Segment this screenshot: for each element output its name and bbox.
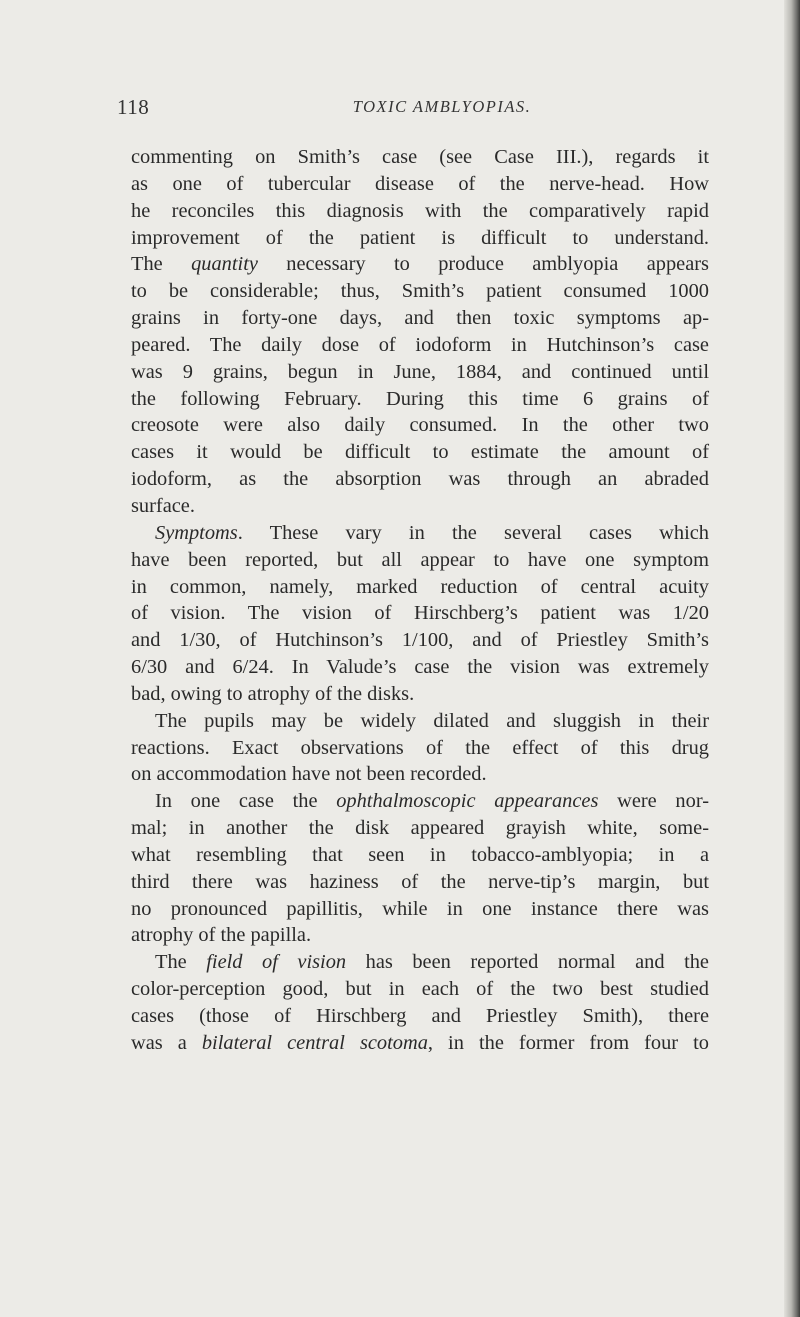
text-run: of vision. The vision of Hirschberg’s patient was 1/20 [131,602,709,625]
text-run: he reconciles this diagnosis with the comparatively rapid [131,199,709,222]
text-run: reactions. Exact observations of the effect of this drug [131,736,709,759]
text-line [131,654,709,681]
text-run: 6/30 and 6/24. In Valude’s case the vision was extremely [131,656,709,679]
text-run: . These vary in the several cases which [237,521,709,544]
text-line [131,627,709,654]
text-run: bad, owing to atrophy of the disks. [131,682,415,705]
text-line [131,896,709,923]
text-run: and 1/30, of Hutchinson’s 1/100, and of Priestley Smith’s [131,629,709,652]
text-run: as one of tubercular disease of the nerve-head. How [131,172,709,195]
text-run: necessary to produce amblyopia appears [257,253,709,276]
text-line [131,466,709,493]
text-run: commenting on Smith’s case (see Case III.), regards it [131,146,709,168]
italic-phrase: bilateral central scotoma [201,1031,428,1054]
text-line [131,251,709,278]
text-run: In one case the [155,790,337,813]
text-run: The [131,253,192,276]
text-line [131,171,709,198]
text-line [131,1030,709,1057]
text-line [131,976,709,1003]
text-line [131,332,709,359]
text-line [131,225,709,252]
text-line [131,198,709,225]
text-run: third there was haziness of the nerve-tip’s margin, but [131,870,709,893]
text-line [131,681,709,708]
text-line [131,278,709,305]
text-run: color-perception good, but in each of the two best studied [131,978,709,1001]
text-run: , in the former from four to [427,1031,709,1054]
page-edge-shadow [784,0,800,1317]
text-run: was a [131,1031,202,1054]
text-line [131,600,709,627]
text-run: to be considerable; thus, Smith’s patient consumed 1000 [131,280,709,303]
text-run: has been reported normal and the [346,951,709,974]
text-run: grains in forty-one days, and then toxic symptoms ap- [131,307,709,330]
text-line [131,493,709,520]
text-line [131,520,709,547]
text-line [131,815,709,842]
text-run: cases it would be difficult to estimate the amount of [131,441,709,464]
text-run: no pronounced papillitis, while in one instance there was [131,897,709,920]
text-run: The pupils may be widely dilated and sluggish in their [155,709,709,732]
text-run: what resembling that seen in tobacco-amblyopia; in a [131,843,709,866]
text-line [131,386,709,413]
text-line [131,305,709,332]
text-run: iodoform, as the absorption was through an abraded [131,468,709,491]
page-header [117,95,717,125]
text-run: The [155,951,207,974]
text-line [131,412,709,439]
text-run: was 9 grains, begun in June, 1884, and continued until [131,360,709,383]
text-run: cases (those of Hirschberg and Priestley Smith), there [131,1005,709,1027]
italic-phrase: Symptoms [155,521,238,544]
text-run: on accommodation have not been recorded. [131,763,487,786]
italic-phrase: ophthalmoscopic appearances [336,790,599,813]
text-line [131,1003,709,1030]
italic-phrase: field of vision [206,951,347,974]
body-text [131,144,709,1057]
text-run: in common, namely, marked reduction of central acuity [131,575,709,598]
text-line [131,761,709,788]
running-title: TOXIC AMBLYOPIAS. [352,97,532,116]
text-line [131,949,709,976]
text-run: creosote were also daily consumed. In the other two [131,414,709,437]
text-line [131,359,709,386]
text-run: have been reported, but all appear to have one symptom [131,548,709,571]
text-line [131,735,709,762]
text-run: improvement of the patient is difficult to understand. [131,226,709,249]
text-line [131,547,709,574]
text-line [131,842,709,869]
italic-phrase: quantity [191,253,258,276]
text-line [131,708,709,735]
text-run: mal; in another the disk appeared grayish white, some- [131,817,709,840]
text-run: were nor- [598,790,709,813]
text-run: the following February. During this time 6 grains of [131,387,709,410]
text-line [131,144,709,171]
text-run: peared. The daily dose of iodoform in Hutchinson’s case [131,333,709,356]
text-line [131,922,709,949]
text-run: atrophy of the papilla. [131,924,312,947]
text-line [131,439,709,466]
text-line [131,788,709,815]
text-line [131,869,709,896]
text-line [131,574,709,601]
page-number: 118 [117,95,150,119]
text-run: surface. [131,494,195,517]
